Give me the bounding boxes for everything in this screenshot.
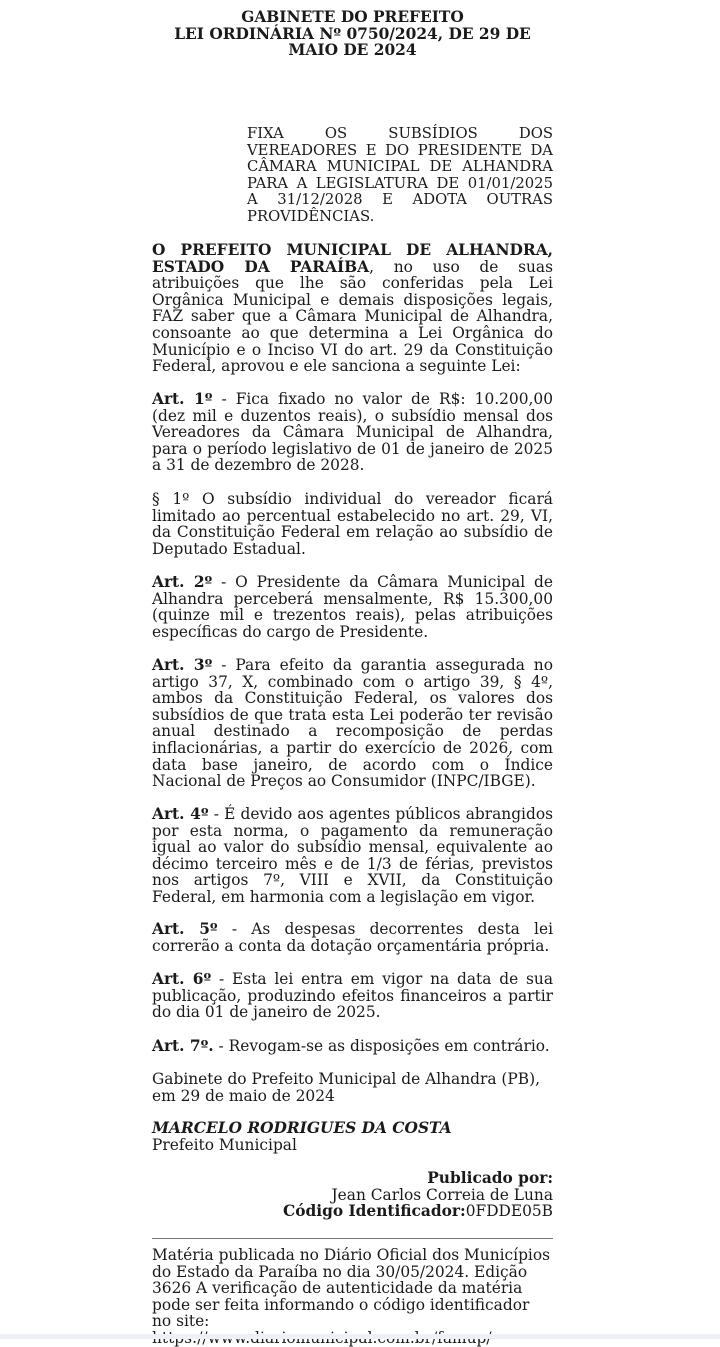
header-office: GABINETE DO PREFEITO: [241, 8, 464, 26]
footer-divider: [152, 1238, 553, 1239]
preamble: [152, 242, 553, 375]
footer-note: Matéria publicada no Diário Oficial dos Municípios do Estado da Paraíba no dia 30/05/2024. Edição 3626 A verificação de autenticidade da matéria pode ser feita informando o código identificador no site:: [152, 1246, 551, 1331]
signatory-role: Prefeito Municipal: [152, 1135, 297, 1154]
article-6: [152, 971, 553, 1021]
article-label: Art. 4º: [152, 805, 209, 823]
page-bottom-edge: [0, 1334, 720, 1339]
article-label: Art. 5º: [152, 920, 218, 938]
code-label: Código Identificador:: [282, 1202, 466, 1221]
preamble-text: , no uso de suas atribuições que lhe são conferidas pela Lei Orgânica Municipal e demais disposições legais, FAZ saber que a Câmara Municipal de Alhandra, consoante ao que determina a Lei Orgânica do Município e o Inciso VI do art. 29 da Constituição Federal, aprovou e ele sanciona a seguinte Lei:: [152, 257, 554, 376]
article-text: - Fica fixado no valor de R$: 10.200,00 (dez mil e duzentos reais), o subsídio mensal dos Vereadores da Câmara Municipal de Alhandra, para o período legislativo de 01 de janeiro de 2025 a 31 de dezembro de 2028.: [152, 390, 553, 475]
article-label: Art. 7º.: [152, 1037, 214, 1055]
article-5: [152, 921, 553, 954]
published-by-label: Publicado por:: [427, 1169, 553, 1187]
article-3: [152, 657, 553, 790]
publication-block: [152, 1170, 553, 1220]
document-header: [150, 9, 555, 59]
article-4: [152, 806, 553, 906]
article-2: [152, 574, 553, 640]
article-7: [152, 1038, 553, 1055]
article-1: [152, 391, 553, 474]
article-text: - É devido aos agentes públicos abrangidos por esta norma, o pagamento da remuneração igual ao valor do subsídio mensal, equivalente ao décimo terceiro mês e de 1/3 de férias, previstos nos artigos 7º, VIII e XVII, da Constituição Federal, em harmonia com a legislação em vigor.: [152, 805, 553, 906]
article-label: Art. 1º: [152, 390, 213, 408]
published-by-name: Jean Carlos Correia de Luna: [331, 1185, 553, 1204]
article-text: - As despesas decorrentes desta lei correrão a conta da dotação orçamentária própria.: [152, 920, 553, 955]
article-text: - Esta lei entra em vigor na data de sua publicação, produzindo efeitos financeiros a partir do dia 01 de janeiro de 2025.: [152, 970, 554, 1022]
law-summary: FIXA OS SUBSÍDIOS DOS VEREADORES E DO PRESIDENTE DA CÂMARA MUNICIPAL DE ALHANDRA PARA A LEGISLATURA DE 01/01/2025 A 31/12/2028 E ADOTA OUTRAS PROVIDÊNCIAS.: [247, 125, 553, 225]
code-value: 0FDDE05B: [465, 1202, 553, 1221]
header-law-title: LEI ORDINÁRIA Nº 0750/2024, DE 29 DE MAIO DE 2024: [174, 24, 531, 60]
article-label: Art. 3º: [152, 656, 213, 674]
article-text: - Para efeito da garantia assegurada no artigo 37, X, combinado com o artigo 39, § 4º, ambos da Constituição Federal, os valores dos subsídios de que trata esta Lei poderão ter revisão anual destinado a recomposição de perdas inflacionárias, a partir do exercício de 2026, com data base janeiro, de acordo com o Índice Nacional de Preços ao Consumidor (INPC/IBGE).: [152, 656, 553, 791]
article-text: § 1º O subsídio individual do vereador ficará limitado ao percentual estabelecido no art. 29, VI, da Constituição Federal em relação ao subsídio de Deputado Estadual.: [152, 490, 553, 558]
signature-block: [152, 1120, 553, 1153]
article-text: - O Presidente da Câmara Municipal de Alhandra perceberá mensalmente, R$ 15.300,00 (quinze mil e trezentos reais), pelas atribuições específicas do cargo de Presidente.: [152, 573, 553, 641]
article-label: Art. 2º: [152, 573, 213, 591]
paragraph-1: [152, 491, 553, 557]
article-label: Art. 6º: [152, 970, 212, 988]
signatory-name: MARCELO RODRIGUES DA COSTA: [152, 1119, 452, 1137]
closing-statement: Gabinete do Prefeito Municipal de Alhandra (PB), em 29 de maio de 2024: [152, 1070, 540, 1105]
preamble-bold: O PREFEITO MUNICIPAL DE ALHANDRA, ESTADO DA PARAÍBA: [152, 241, 553, 276]
article-text: - Revogam-se as disposições em contrário.: [213, 1037, 550, 1055]
